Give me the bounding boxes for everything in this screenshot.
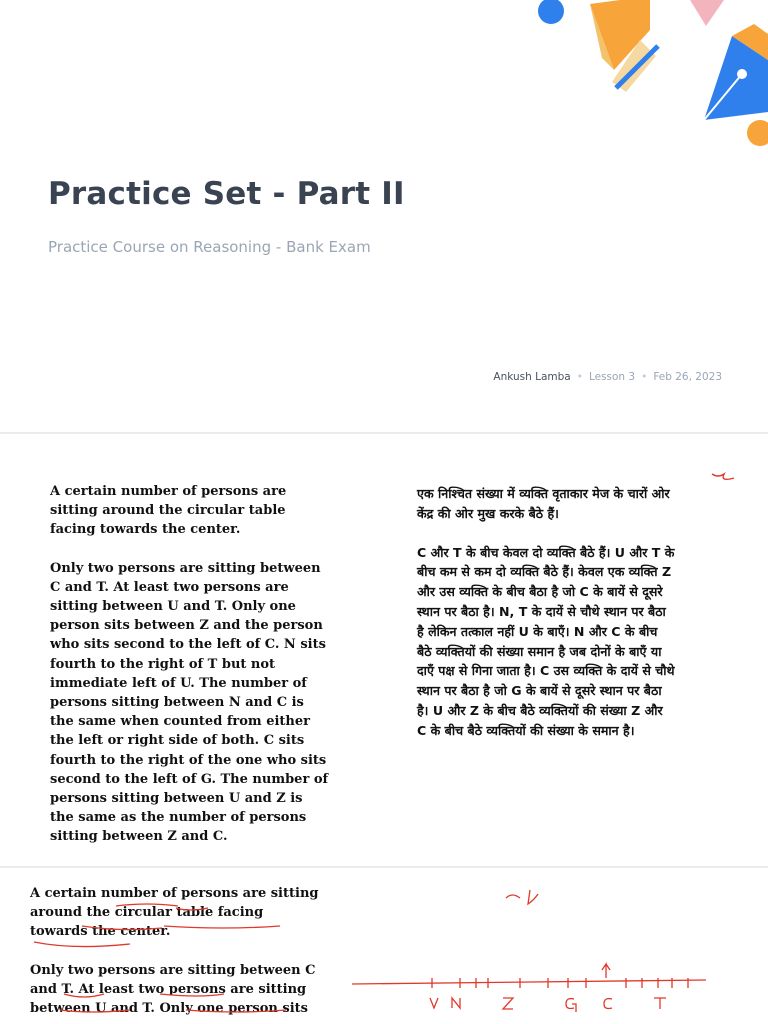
lesson-label: Lesson 3 (588, 371, 636, 383)
circle-shape-icon (538, 0, 564, 24)
english-question-annotated (30, 884, 320, 1024)
question-slide (0, 434, 768, 866)
author-name: Ankush Lamba (493, 371, 571, 383)
cover-slide (0, 0, 768, 432)
hindi-paragraph-2: C और T के बीच केवल दो व्यक्ति बैठे हैं। U और T के बीच कम से कम दो व्यक्ति बैठे हैं। केवल एक व्यक्ति Z और उस व्यक्ति के बीच बैठा है जो C के बायें से दूसरे स्थान पर बैठा है। N, T के दायें से चौथे स्थान पर बैठा है लेकिन तत्काल नहीं U के बाएँ। N और C के बीच बैठे व्यक्तियों की संख्या समान है जब दोनों के बाएँ या दाएँ पक्ष से गिना जाता है। C उस व्यक्ति के दायें से चौथे स्थान पर बैठा है जो G के बायें से दूसरे स्थान पर बैठा है। U और Z के बीच बैठे व्यक्तियों की संख्या Z और C के बीच बैठे व्यक्तियों की संख्या के समान है। (417, 544, 675, 738)
english-paragraph-2: Only two persons are sitting between C and T. At least two persons are sitting between U and T. Only one person sits (30, 962, 316, 1017)
lesson-date: Feb 26, 2023 (653, 371, 722, 383)
course-subtitle: Practice Course on Reasoning - Bank Exam (48, 238, 371, 256)
english-paragraph-2: Only two persons are sitting between C and T. At least two persons are sitting between U and T. Only one person sits between Z and the person who sits second to the left of C. N sits fourth to the right of T but not immediate left of U. The number of persons sitting between N and C is the same when counted from either the left or right side of both. C sits fourth to the right of the one who sits second to the left of G. The number of persons sitting between U and Z is the same as the number of persons sitting between Z and C. (50, 560, 329, 845)
english-question (50, 482, 330, 866)
lesson-meta: Ankush Lamba • Lesson 3 • Feb 26, 2023 (493, 371, 722, 383)
decoration-illustration (528, 0, 768, 150)
pencil-icon (590, 0, 658, 92)
hindi-paragraph-1: एक निश्चित संख्या में व्यक्ति वृताकार मेज के चारों ओर केंद्र की ओर मुख करके बैठे हैं। (417, 486, 670, 521)
annotated-slide (0, 868, 768, 1024)
pen-nib-icon (704, 24, 768, 120)
english-paragraph-1: A certain number of persons are sitting around the circular table facing towards the center. (50, 484, 287, 538)
hindi-question (417, 484, 675, 760)
page-title: Practice Set - Part II (48, 176, 405, 212)
english-paragraph-1: A certain number of persons are sitting around the circular table facing towards the center. (30, 886, 319, 940)
